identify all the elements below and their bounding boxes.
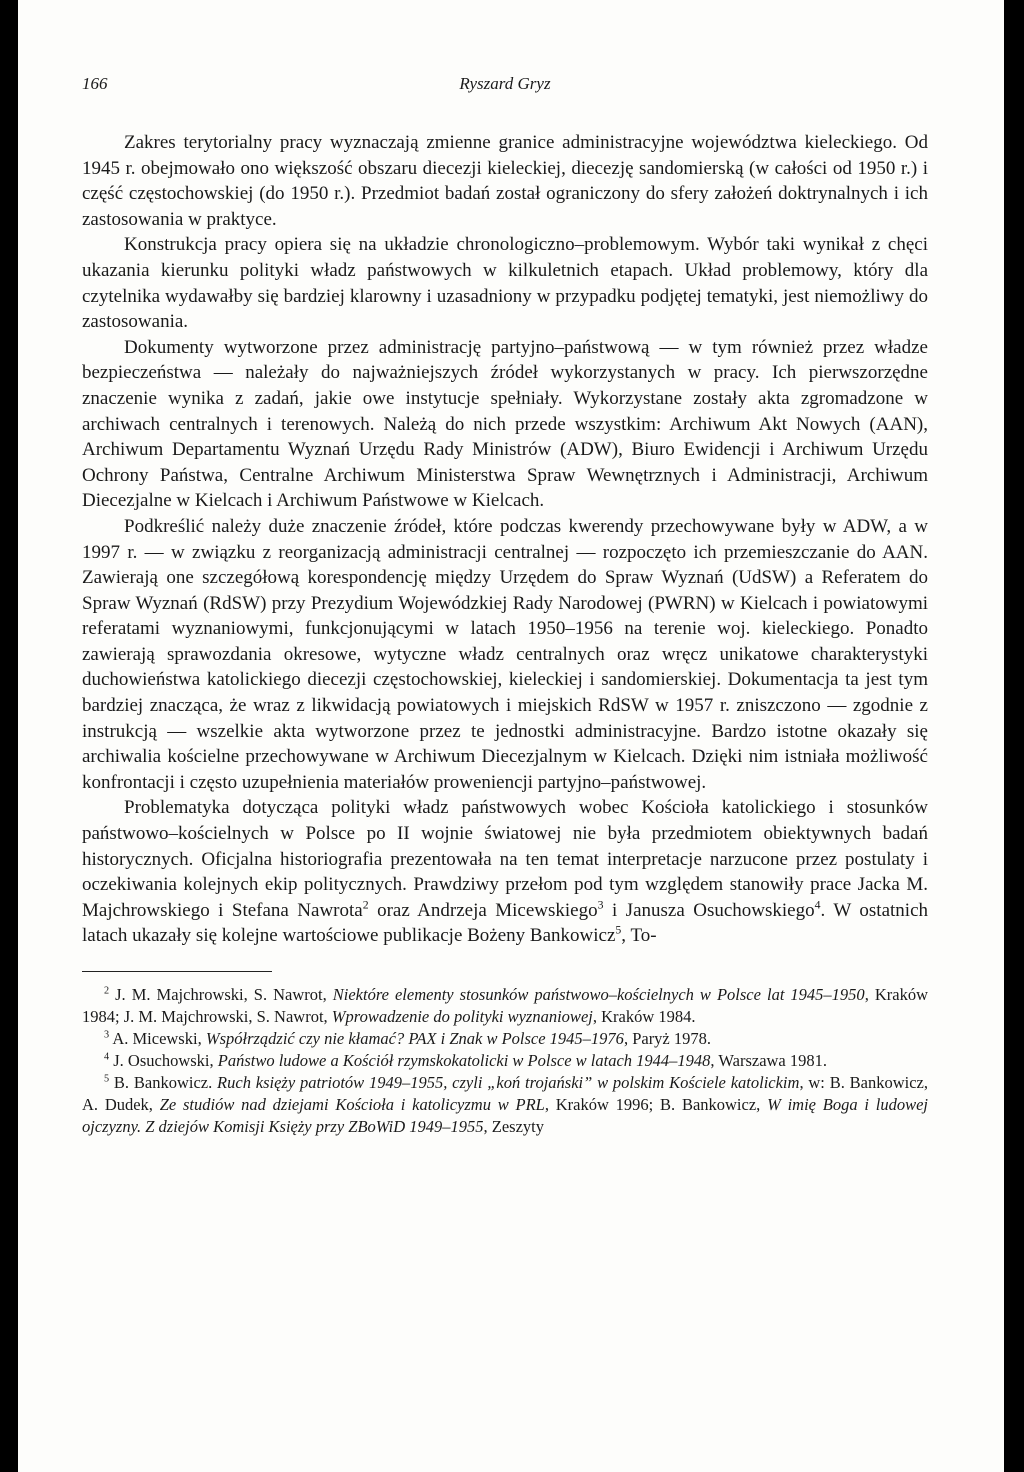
footnote-number: 4 bbox=[104, 1051, 110, 1063]
footnote-text: , Paryż 1978. bbox=[623, 1029, 712, 1048]
footnote-ref-4[interactable]: 4 bbox=[814, 898, 821, 912]
literature-text-2: oraz Andrzeja Micewskiego bbox=[368, 899, 598, 921]
footnote-title: Ruch księży patriotów 1949–1955, czyli „koń trojański” w polskim Kościele katolickim bbox=[217, 1073, 800, 1092]
footnote-text: , Kraków 1984. bbox=[592, 1007, 696, 1026]
footnote-number: 2 bbox=[104, 985, 110, 997]
paragraph-adw-sources: Podkreślić należy duże znaczenie źródeł, które podczas kwerendy przechowywane były w ADW, a w 1997 r. — w związku z reorganizacją administracji centralnej — rozpoczęto ich przemieszczanie do AAN. Zawierają one szczegółową korespondencję między Urzędem do Spraw Wyznań (UdSW) a Referatem do Spraw Wyznań (RdSW) przy Prezydium Wojewódzkiej Rady Narodowej (PWRN) w Kielcach i powiatowymi referatami wyznaniowymi, funkcjonującymi w latach 1950–1956 na terenie woj. kieleckiego. Ponadto zawierają sprawozdania okresowe, wytyczne władz centralnych oraz wręcz unikatowe charakterystyki duchowieństwa katolickiego diecezji częstochowskiej, kieleckiej i sandomierskiej. Dokumentacja ta jest tym bardziej znacząca, że wraz z likwidacją powiatowych i miejskich RdSW w 1957 r. zniszczono — zgodnie z instrukcją — wszelkie akta wytworzone przez te jednostki administracyjne. Bardzo istotne okazały się archiwalia kościelne przechowywane w Archiwum Diecezjalnym w Kielcach. Dzięki nim istniała możliwość konfrontacji i często uzupełnienia materiałów proweniencji partyjno–państwowej. bbox=[82, 515, 928, 793]
literature-text-1: Problematyka dotycząca polityki władz państwowych wobec Kościoła katolickiego i stosunków państwowo–kościelnych w Polsce po II wojnie światowej nie była przedmiotem obiektywnych badań historycznych. Oficjalna historiografia prezentowała na ten temat interpretacje narzucone przez postulaty i oczekiwania kolejnych ekip politycznych. Prawdziwy przełom pod tym względem stanowiły prace Jacka M. Majchrowskiego i Stefana Nawrota bbox=[82, 797, 928, 921]
paragraph-literature bbox=[82, 795, 928, 949]
footnote-text: A. Micewski, bbox=[109, 1029, 206, 1048]
footnote-title: Wprowadzenie do polityki wyznaniowej bbox=[331, 1007, 593, 1026]
footnote-text: J. Osuchowski, bbox=[109, 1051, 218, 1070]
footnote-text: , Kraków 1984; J. M. Majchrowski, S. Nawrot, bbox=[82, 985, 928, 1026]
footnotes bbox=[82, 984, 928, 1138]
footnote-title: Niektóre elementy stosunków państwowo–kościelnych w Polsce lat 1945–1950 bbox=[332, 985, 865, 1004]
literature-text-5: , To- bbox=[621, 925, 657, 947]
footnote-ref-2[interactable]: 2 bbox=[362, 898, 369, 912]
literature-text-3: i Janusza Osuchowskiego bbox=[603, 899, 815, 921]
footnote-number: 3 bbox=[104, 1029, 110, 1041]
footnote-title: Państwo ludowe a Kościół rzymskokatolicki w Polsce w latach 1944–1948 bbox=[217, 1051, 711, 1070]
footnote-title: Ze studiów nad dziejami Kościoła i katolicyzmu w PRL bbox=[159, 1095, 545, 1114]
body-text bbox=[82, 130, 928, 949]
footnote-number: 5 bbox=[104, 1073, 110, 1085]
page-number: 166 bbox=[82, 74, 108, 93]
footnote-text: B. Bankowicz. bbox=[109, 1073, 218, 1092]
paragraph-scope: Zakres terytorialny pracy wyznaczają zmienne granice administracyjne województwa kieleckiego. Od 1945 r. obejmowało ono większość obszaru diecezji kieleckiej, diecezję sandomierską (w całości od 1950 r.) i część częstochowskiej (do 1950 r.). Przedmiot badań został ograniczony do sfery założeń doktrynalnych i ich zastosowania w praktyce. bbox=[82, 132, 928, 230]
footnote-5 bbox=[82, 1072, 928, 1138]
footnote-separator bbox=[82, 971, 272, 972]
footnote-ref-3[interactable]: 3 bbox=[597, 898, 604, 912]
literature-text-4: . W ostatnich latach ukazały się kolejne wartościowe publikacje Bożeny Bankowicz bbox=[82, 899, 928, 947]
footnote-3 bbox=[82, 1028, 928, 1050]
footnote-2 bbox=[82, 984, 928, 1028]
paragraph-structure: Konstrukcja pracy opiera się na układzie chronologiczno–problemowym. Wybór taki wynikał z chęci ukazania kierunku polityki władz państwowych w kilkuletnich etapach. Układ problemowy, który dla czytelnika wydawałby się bardziej klarowny i uzasadniony w przypadku podjętej tematyki, jest niemożliwy do zastosowania. bbox=[82, 234, 928, 333]
running-head: Ryszard Gryz bbox=[459, 74, 551, 93]
footnote-title: Współrządzić czy nie kłamać? PAX i Znak w Polsce 1945–1976 bbox=[205, 1029, 624, 1048]
footnote-text: , Warszawa 1981. bbox=[710, 1051, 828, 1070]
footnote-4 bbox=[82, 1050, 928, 1072]
page-header bbox=[82, 70, 928, 98]
footnote-ref-5[interactable]: 5 bbox=[615, 924, 622, 938]
footnote-text: , Kraków 1996; B. Bankowicz, bbox=[544, 1095, 768, 1114]
footnote-text: , w: B. Bankowicz, A. Dudek, bbox=[82, 1073, 928, 1114]
paragraph-sources: Dokumenty wytworzone przez administrację partyjno–państwową — w tym również przez władze bezpieczeństwa — należały do najważniejszych źródeł wykorzystanych w pracy. Ich pierwszorzędne znaczenie wynika z zadań, jakie owe instytucje spełniały. Wykorzystane zostały akta zgromadzone w archiwach centralnych i terenowych. Należą do nich przede wszystkim: Archiwum Akt Nowych (AAN), Archiwum Departamentu Wyznań Urzędu Rady Ministrów (ADW), Biuro Ewidencji i Archiwum Urzędu Ochrony Państwa, Centralne Archiwum Ministerstwa Spraw Wewnętrznych i Administracji, Archiwum Diecezjalne w Kielcach i Archiwum Państwowe w Kielcach. bbox=[82, 336, 928, 512]
footnote-text: , Zeszyty bbox=[483, 1117, 544, 1136]
footnote-title: W imię Boga i ludowej ojczyzny. Z dziejów Komisji Księży przy ZBoWiD 1949–1955 bbox=[82, 1095, 928, 1136]
document-page bbox=[18, 0, 1004, 1472]
footnote-text: J. M. Majchrowski, S. Nawrot, bbox=[109, 985, 333, 1004]
